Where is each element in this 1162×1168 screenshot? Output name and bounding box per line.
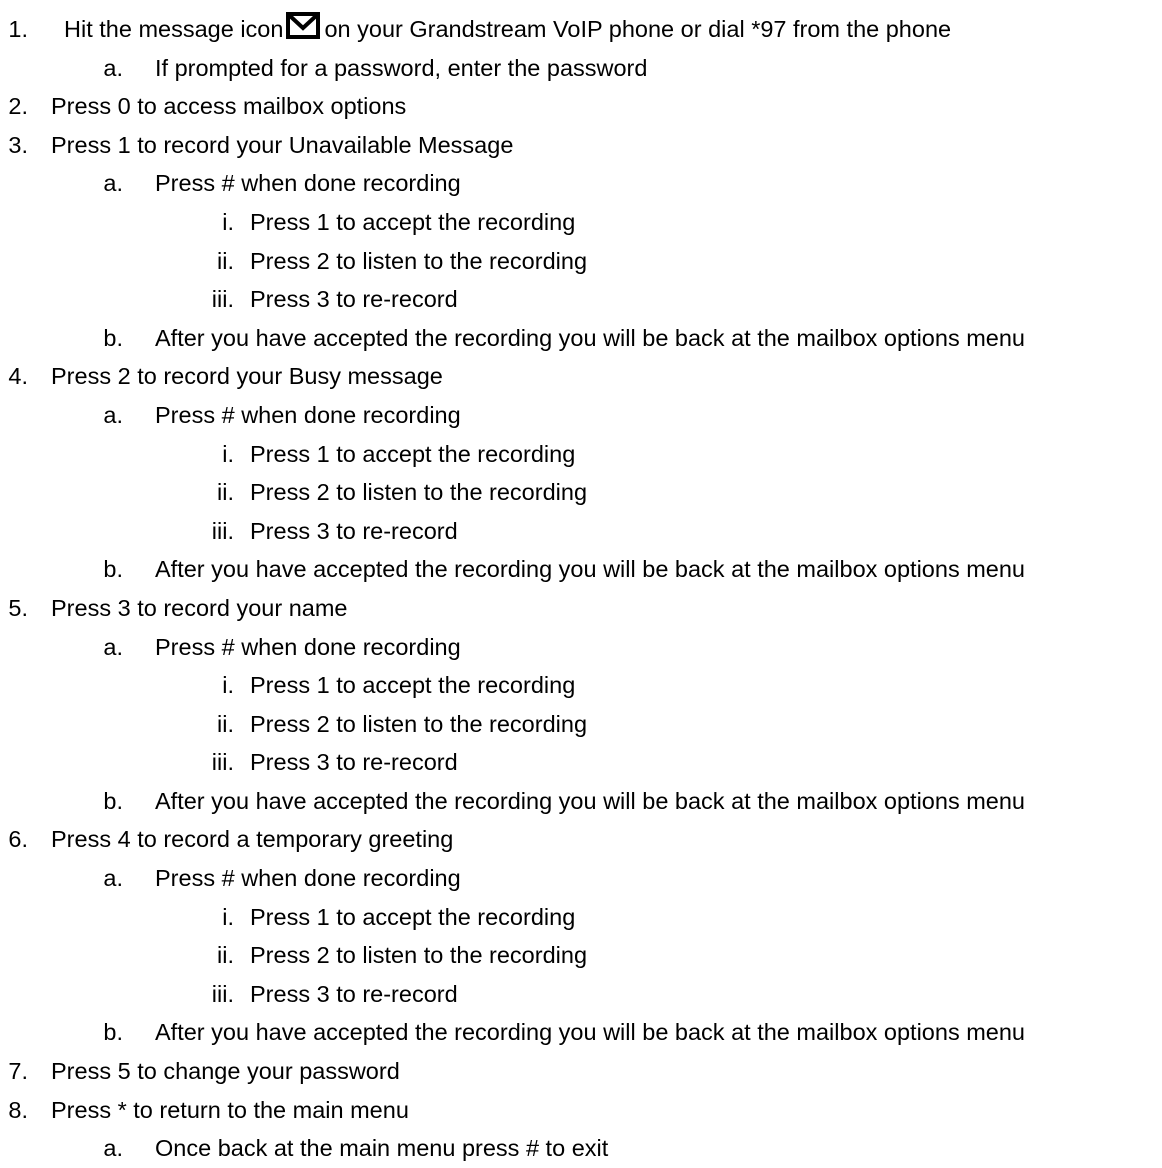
list-text: After you have accepted the recording you will be back at the mailbox options menu (155, 556, 1026, 583)
list-letter: a. (103, 1135, 123, 1162)
list-text: Press 1 to accept the recording (250, 440, 576, 467)
list-text: Press 4 to record a temporary greeting (51, 826, 454, 853)
list-roman: ii. (217, 479, 234, 506)
list-item-step-6a (0, 859, 1162, 898)
list-letter: a. (103, 633, 123, 660)
list-text: Press 2 to listen to the recording (250, 710, 588, 737)
list-letter: b. (103, 556, 123, 583)
list-roman: iii. (211, 286, 234, 313)
list-item-step-3 (0, 126, 1162, 165)
list-text: Press # when done recording (155, 633, 461, 660)
list-roman: iii. (211, 749, 234, 776)
list-text: Press 0 to access mailbox options (51, 93, 407, 120)
list-text (64, 10, 951, 49)
list-text: Press 5 to change your password (51, 1058, 400, 1085)
list-item-step-3a-iii (0, 280, 1162, 319)
list-number: 6. (8, 826, 28, 853)
list-item-step-6b (0, 1013, 1162, 1052)
list-item-step-8 (0, 1091, 1162, 1130)
list-number: 8. (8, 1096, 28, 1123)
list-item-step-4a-ii (0, 473, 1162, 512)
list-text: Press 3 to re-record (250, 517, 458, 544)
list-item-step-5a-iii (0, 743, 1162, 782)
list-roman: i. (222, 672, 234, 699)
list-item-step-3b (0, 319, 1162, 358)
list-roman: ii. (217, 710, 234, 737)
list-text: Press 1 to accept the recording (250, 672, 576, 699)
list-item-step-7 (0, 1052, 1162, 1091)
list-text: After you have accepted the recording you will be back at the mailbox options menu (155, 787, 1026, 814)
list-text: Press 2 to listen to the recording (250, 942, 588, 969)
list-text: Press 2 to listen to the recording (250, 247, 588, 274)
list-item-step-3a (0, 164, 1162, 203)
list-number: 4. (8, 363, 28, 390)
list-item-step-3a-i (0, 203, 1162, 242)
list-letter: a. (103, 401, 123, 428)
list-text: Press # when done recording (155, 865, 461, 892)
list-text: Press # when done recording (155, 170, 461, 197)
list-text: Press 1 to accept the recording (250, 208, 576, 235)
list-letter: a. (103, 865, 123, 892)
list-item-step-5a-i (0, 666, 1162, 705)
list-roman: ii. (217, 942, 234, 969)
list-item-step-4a-iii (0, 512, 1162, 551)
list-text: Press 3 to re-record (250, 286, 458, 313)
list-item-step-6a-i (0, 898, 1162, 937)
list-item-step-4a-i (0, 435, 1162, 474)
list-text: If prompted for a password, enter the password (155, 54, 648, 81)
list-text: Press 3 to record your name (51, 594, 348, 621)
list-roman: i. (222, 208, 234, 235)
list-text: Press 2 to record your Busy message (51, 363, 443, 390)
envelope-icon (286, 12, 320, 39)
list-letter: b. (103, 1019, 123, 1046)
list-item-step-1 (0, 10, 1162, 49)
list-text: Press * to return to the main menu (51, 1096, 409, 1123)
instruction-list (0, 10, 1162, 1168)
list-letter: a. (103, 170, 123, 197)
list-text: After you have accepted the recording you will be back at the mailbox options menu (155, 1019, 1026, 1046)
list-roman: i. (222, 440, 234, 467)
list-letter: b. (103, 787, 123, 814)
list-number: 2. (8, 93, 28, 120)
list-roman: ii. (217, 247, 234, 274)
list-item-step-5b (0, 782, 1162, 821)
list-item-step-5 (0, 589, 1162, 628)
list-item-step-5a (0, 628, 1162, 667)
list-roman: i. (222, 903, 234, 930)
list-item-step-6a-ii (0, 936, 1162, 975)
list-text: Once back at the main menu press # to exit (155, 1135, 609, 1162)
list-item-step-4a (0, 396, 1162, 435)
list-item-step-6 (0, 820, 1162, 859)
step-1-text-after: on your Grandstream VoIP phone or dial *97 from the phone (324, 16, 952, 42)
list-text: Press 3 to re-record (250, 980, 458, 1007)
list-item-step-8a (0, 1129, 1162, 1168)
list-text: Press 2 to listen to the recording (250, 479, 588, 506)
list-number: 1. (8, 16, 28, 42)
list-letter: a. (103, 54, 123, 81)
list-item-step-4 (0, 357, 1162, 396)
list-item-step-3a-ii (0, 242, 1162, 281)
list-text: After you have accepted the recording you will be back at the mailbox options menu (155, 324, 1026, 351)
list-letter: b. (103, 324, 123, 351)
list-item-step-6a-iii (0, 975, 1162, 1014)
step-1-text-before: Hit the message icon (64, 16, 284, 42)
list-item-step-2 (0, 87, 1162, 126)
list-number: 3. (8, 131, 28, 158)
list-number: 5. (8, 594, 28, 621)
list-roman: iii. (211, 517, 234, 544)
list-item-step-1a (0, 49, 1162, 88)
list-roman: iii. (211, 980, 234, 1007)
list-text: Press # when done recording (155, 401, 461, 428)
list-text: Press 3 to re-record (250, 749, 458, 776)
list-text: Press 1 to record your Unavailable Message (51, 131, 514, 158)
list-item-step-5a-ii (0, 705, 1162, 744)
list-item-step-4b (0, 550, 1162, 589)
list-text: Press 1 to accept the recording (250, 903, 576, 930)
list-number: 7. (8, 1058, 28, 1085)
